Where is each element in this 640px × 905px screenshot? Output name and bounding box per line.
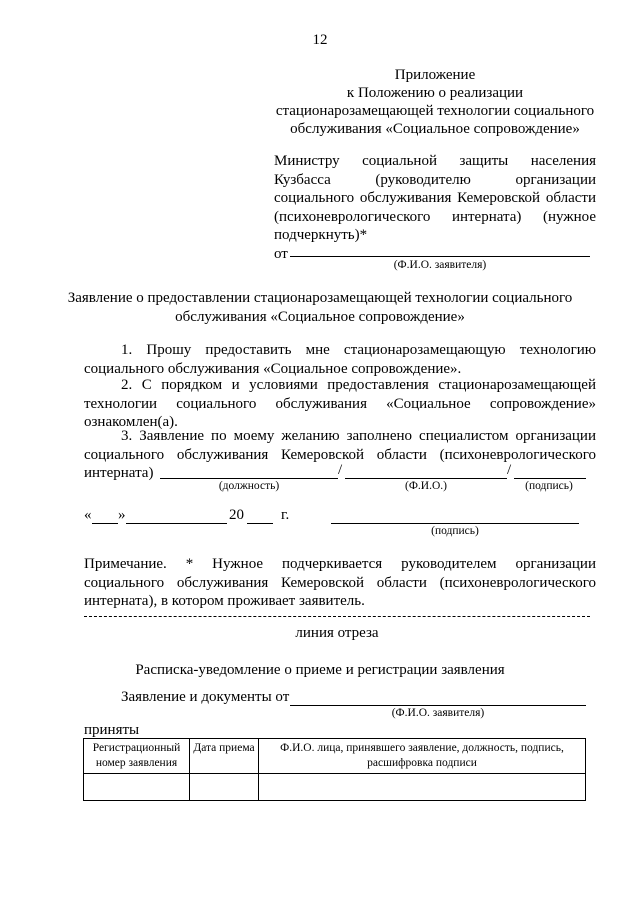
signature-field[interactable] xyxy=(514,478,586,479)
separator-slash: / xyxy=(338,462,343,478)
item-line: 1. Прошу предоставить мне стационарозамещающую технологию xyxy=(121,342,596,358)
document-title xyxy=(40,289,600,326)
year-field[interactable] xyxy=(247,523,273,524)
addressee-line: Министру социальной защиты населения xyxy=(274,153,596,169)
position-caption: (должность) xyxy=(218,480,280,492)
cell-date[interactable] xyxy=(190,774,259,801)
addressee-line: Кузбасса (руководителю организации xyxy=(274,171,596,188)
item-line: технологии социального обслуживания «Социальное сопровождение» xyxy=(84,395,596,412)
title-line: обслуживания «Социальное сопровождение» xyxy=(175,308,465,325)
receipt-applicant-caption: (Ф.И.О. заявителя) xyxy=(391,707,485,719)
note-block xyxy=(84,555,596,611)
appendix-line: Приложение xyxy=(394,67,476,83)
title-line: Заявление о предоставлении стационарозамещающей технологии социального xyxy=(67,290,573,306)
day-field[interactable] xyxy=(92,523,118,524)
fio-field[interactable] xyxy=(345,478,507,479)
applicant-name-field[interactable] xyxy=(290,256,590,257)
header-reg-number: Регистрационный номер заявления xyxy=(84,739,190,774)
applicant-name-caption: (Ф.И.О. заявителя) xyxy=(393,259,487,271)
date-open-quote: « xyxy=(84,507,92,523)
cut-line-label: линия отреза xyxy=(295,625,379,641)
table-header-row xyxy=(84,739,586,774)
year-suffix: г. xyxy=(281,507,290,523)
item-line: интерната) xyxy=(84,465,154,481)
table-row xyxy=(84,774,586,801)
position-field[interactable] xyxy=(160,478,338,479)
addressee-line: социального обслуживания Кемеровской области xyxy=(274,190,596,206)
cut-dashed-line xyxy=(84,616,590,617)
addressee-from-label: от xyxy=(274,245,288,262)
receipt-title: Расписка-уведомление о приеме и регистрации заявления xyxy=(135,662,505,678)
cell-person[interactable] xyxy=(259,774,586,801)
page-number: 12 xyxy=(312,32,328,48)
month-field[interactable] xyxy=(126,523,227,524)
receipt-applicant-field[interactable] xyxy=(290,705,586,706)
addressee-block xyxy=(274,152,596,263)
appendix-line: стационарозамещающей технологии социального xyxy=(275,103,595,119)
note-line: интерната), в котором проживает заявитель. xyxy=(84,593,365,609)
docs-from-label: Заявление и документы от xyxy=(121,689,290,705)
separator-slash: / xyxy=(507,462,512,478)
item-line: ознакомлен(а). xyxy=(84,414,178,430)
date-signature-field[interactable] xyxy=(331,523,579,524)
item-line: 2. С порядком и условиями предоставления стационарозамещающей xyxy=(121,377,596,393)
item-1 xyxy=(84,341,596,378)
header-date: Дата приема xyxy=(190,739,259,774)
item-line: социального обслуживания «Социальное сопровождение». xyxy=(84,360,462,377)
item-2 xyxy=(84,376,596,432)
note-line: Примечание. * Нужное подчеркивается руководителем организации xyxy=(84,556,596,572)
date-close-quote: » xyxy=(118,507,126,523)
signature-caption: (подпись) xyxy=(525,480,573,492)
item-line: 3. Заявление по моему желанию заполнено специалистом организации xyxy=(121,428,596,444)
accepted-label: приняты xyxy=(84,722,140,738)
appendix-line: к Положению о реализации xyxy=(346,85,524,101)
note-line: социального обслуживания Кемеровской области (психоневрологического xyxy=(84,574,596,591)
appendix-header xyxy=(270,66,600,138)
item-line: социального обслуживания Кемеровской области (психоневрологического xyxy=(84,446,596,463)
addressee-line: подчеркнуть)* xyxy=(274,227,368,243)
addressee-line: (психоневрологического интерната) (нужное xyxy=(274,208,596,225)
header-person: Ф.И.О. лица, принявшего заявление, должность, подпись, расшифровка подписи xyxy=(259,739,586,774)
date-signature-caption: (подпись) xyxy=(431,525,479,537)
cell-reg-number[interactable] xyxy=(84,774,190,801)
year-prefix: 20 xyxy=(229,507,244,523)
fio-caption: (Ф.И.О.) xyxy=(405,480,447,492)
registration-table xyxy=(83,738,586,801)
appendix-line: обслуживания «Социальное сопровождение» xyxy=(290,121,580,137)
